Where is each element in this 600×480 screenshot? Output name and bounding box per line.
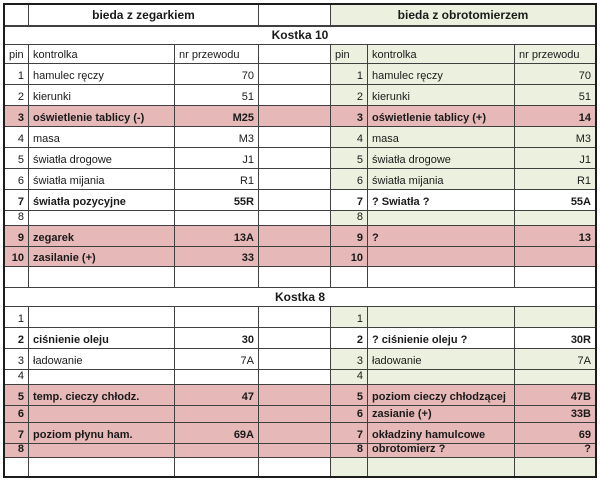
kontrolka-cell[interactable] [29,370,175,385]
pin-cell[interactable]: 1 [5,64,29,85]
nr-przewodu-cell[interactable]: 30R [515,328,595,349]
column-header-nr-przewodu[interactable]: nr przewodu [175,45,259,64]
gap-cell[interactable] [259,307,331,328]
nr-przewodu-cell[interactable] [175,444,259,458]
pin-cell[interactable]: 5 [5,385,29,406]
pin-cell[interactable]: 6 [5,169,29,190]
kontrolka-cell[interactable]: światła mijania [368,169,515,190]
table-row [5,5,595,27]
nr-przewodu-cell[interactable] [515,211,595,226]
nr-przewodu-cell[interactable]: M3 [175,127,259,148]
right-table-title[interactable]: bieda z obrotomierzem [331,5,595,27]
pin-cell[interactable]: 3 [331,349,368,370]
kontrolka-cell[interactable] [368,458,515,476]
pin-cell[interactable] [5,267,29,288]
table-row [5,423,595,444]
pin-cell[interactable]: 7 [331,190,368,211]
nr-przewodu-cell[interactable]: 69 [515,423,595,444]
nr-przewodu-cell[interactable] [175,267,259,288]
gap-cell[interactable] [259,211,331,226]
kontrolka-cell[interactable]: poziom cieczy chłodzącej [368,385,515,406]
kontrolka-cell[interactable] [29,406,175,423]
nr-przewodu-cell[interactable] [515,307,595,328]
kontrolka-cell[interactable] [29,458,175,476]
table-row [5,169,595,190]
nr-przewodu-cell[interactable]: 70 [175,64,259,85]
gap-cell[interactable] [259,247,331,267]
table-row [5,127,595,148]
nr-przewodu-cell[interactable] [515,267,595,288]
pin-cell[interactable]: 3 [331,106,368,127]
wiring-table [3,3,597,478]
pin-cell[interactable]: 4 [331,370,368,385]
kontrolka-cell[interactable] [368,307,515,328]
nr-przewodu-cell[interactable]: 51 [175,85,259,106]
gap-cell[interactable] [259,226,331,247]
pin-cell[interactable]: 5 [331,385,368,406]
nr-przewodu-cell[interactable]: 7A [175,349,259,370]
kontrolka-cell[interactable]: obrotomierz ? [368,444,515,458]
nr-przewodu-cell[interactable]: M25 [175,106,259,127]
table-row [5,148,595,169]
kontrolka-cell[interactable]: ? Swiatła ? [368,190,515,211]
table-row [5,85,595,106]
nr-przewodu-cell[interactable] [515,247,595,267]
kontrolka-cell[interactable]: poziom płynu ham. [29,423,175,444]
gap-cell[interactable] [259,423,331,444]
gap-cell[interactable] [259,328,331,349]
gap-cell[interactable] [259,458,331,476]
pin-cell[interactable]: 8 [331,211,368,226]
nr-przewodu-cell[interactable]: 14 [515,106,595,127]
kontrolka-cell[interactable]: zasilanie (+) [29,247,175,267]
kontrolka-cell[interactable]: kierunki [368,85,515,106]
kontrolka-cell[interactable]: ładowanie [29,349,175,370]
table-row [5,349,595,370]
nr-przewodu-cell[interactable]: J1 [175,148,259,169]
table-row [5,385,595,406]
table-row [5,247,595,267]
nr-przewodu-cell[interactable] [515,458,595,476]
pin-cell[interactable]: 1 [331,307,368,328]
nr-przewodu-cell[interactable]: ? [515,444,595,458]
kontrolka-cell[interactable] [368,370,515,385]
pin-cell[interactable]: 3 [5,106,29,127]
pin-cell[interactable] [331,458,368,476]
nr-przewodu-cell[interactable]: R1 [175,169,259,190]
pin-cell[interactable]: 2 [331,85,368,106]
kontrolka-cell[interactable]: światła pozycyjne [29,190,175,211]
gap-cell[interactable] [259,190,331,211]
table-row [5,288,595,307]
pin-cell[interactable]: 4 [331,127,368,148]
nr-przewodu-cell[interactable]: M3 [515,127,595,148]
gap-cell[interactable] [259,349,331,370]
kontrolka-cell[interactable] [29,444,175,458]
kontrolka-cell[interactable] [368,267,515,288]
pin-cell[interactable]: 4 [5,370,29,385]
pin-cell[interactable]: 9 [5,226,29,247]
kontrolka-cell[interactable]: ? [368,226,515,247]
table-row [5,211,595,226]
pin-cell[interactable]: 9 [331,226,368,247]
pin-cell[interactable]: 1 [5,307,29,328]
pin-cell[interactable]: 10 [5,247,29,267]
nr-przewodu-cell[interactable]: 70 [515,64,595,85]
kontrolka-cell[interactable]: oświetlenie tablicy (-) [29,106,175,127]
nr-przewodu-cell[interactable]: 47B [515,385,595,406]
pin-cell[interactable]: 4 [5,127,29,148]
kontrolka-cell[interactable]: zasianie (+) [368,406,515,423]
table-row [5,406,595,423]
column-header-nr-przewodu[interactable]: nr przewodu [515,45,595,64]
column-header-kontrolka[interactable]: kontrolka [368,45,515,64]
nr-przewodu-cell[interactable] [175,307,259,328]
kontrolka-cell[interactable]: kierunki [29,85,175,106]
table-row [5,64,595,85]
nr-przewodu-cell[interactable]: 13A [175,226,259,247]
table-row [5,45,595,64]
kontrolka-cell[interactable] [29,307,175,328]
gap-cell[interactable] [259,385,331,406]
gap-cell[interactable] [259,85,331,106]
gap-cell[interactable] [259,406,331,423]
table-row [5,444,595,458]
kontrolka-cell[interactable]: hamulec ręczy [368,64,515,85]
nr-przewodu-cell[interactable] [175,370,259,385]
gap-cell[interactable] [259,64,331,85]
kontrolka-cell[interactable]: światła mijania [29,169,175,190]
nr-przewodu-cell[interactable] [515,370,595,385]
kontrolka-cell[interactable]: ciśnienie oleju [29,328,175,349]
pin-cell[interactable]: 8 [5,211,29,226]
nr-przewodu-cell[interactable]: 51 [515,85,595,106]
nr-przewodu-cell[interactable]: 47 [175,385,259,406]
pin-cell[interactable]: 5 [5,148,29,169]
nr-przewodu-cell[interactable]: 7A [515,349,595,370]
pin-cell[interactable]: 2 [331,328,368,349]
kontrolka-cell[interactable]: zegarek [29,226,175,247]
pin-cell[interactable]: 6 [5,406,29,423]
pin-cell[interactable]: 2 [5,85,29,106]
pin-cell[interactable]: 7 [331,423,368,444]
kontrolka-cell[interactable]: temp. cieczy chłodz. [29,385,175,406]
section-title: Kostka 10 [5,27,595,45]
table-row [5,190,595,211]
kontrolka-cell[interactable] [29,267,175,288]
gap-cell[interactable] [259,106,331,127]
pin-cell[interactable]: 7 [5,423,29,444]
spacer-row [5,267,595,288]
spacer-row [5,458,595,476]
nr-przewodu-cell[interactable]: J1 [515,148,595,169]
gap-cell[interactable] [259,148,331,169]
nr-przewodu-cell[interactable] [175,211,259,226]
table-row [5,370,595,385]
kontrolka-cell[interactable]: oświetlenie tablicy (+) [368,106,515,127]
pin-cell[interactable]: 5 [331,148,368,169]
gap-cell[interactable] [259,127,331,148]
nr-przewodu-cell[interactable]: 33B [515,406,595,423]
pin-cell[interactable] [331,267,368,288]
pin-cell[interactable]: 1 [331,64,368,85]
table-row [5,106,595,127]
nr-przewodu-cell[interactable]: 30 [175,328,259,349]
table-row [5,328,595,349]
nr-przewodu-cell[interactable]: 55A [515,190,595,211]
kontrolka-cell[interactable]: masa [29,127,175,148]
pin-cell[interactable]: 6 [331,169,368,190]
pin-cell[interactable]: 3 [5,349,29,370]
pin-cell[interactable]: 8 [331,444,368,458]
gap-cell[interactable] [259,267,331,288]
gap-cell[interactable] [259,45,331,64]
nr-przewodu-cell[interactable]: 13 [515,226,595,247]
nr-przewodu-cell[interactable] [175,406,259,423]
kontrolka-cell[interactable]: okładziny hamulcowe [368,423,515,444]
left-table-title[interactable]: bieda z zegarkiem [29,5,259,27]
kontrolka-cell[interactable] [368,211,515,226]
kontrolka-cell[interactable] [368,247,515,267]
gap-cell[interactable] [259,444,331,458]
kontrolka-cell[interactable] [29,211,175,226]
pin-cell[interactable]: 2 [5,328,29,349]
section-title: Kostka 8 [5,288,595,307]
column-header-pin[interactable]: pin [5,45,29,64]
table-row [5,226,595,247]
gap-cell[interactable] [259,5,331,27]
corner-cell[interactable] [5,5,29,27]
table-row [5,27,595,45]
kontrolka-cell[interactable]: światła drogowe [368,148,515,169]
nr-przewodu-cell[interactable]: 55R [175,190,259,211]
gap-cell[interactable] [259,370,331,385]
nr-przewodu-cell[interactable]: R1 [515,169,595,190]
kontrolka-cell[interactable]: masa [368,127,515,148]
pin-cell[interactable]: 7 [5,190,29,211]
pin-cell[interactable] [5,458,29,476]
nr-przewodu-cell[interactable]: 69A [175,423,259,444]
kontrolka-cell[interactable]: światła drogowe [29,148,175,169]
nr-przewodu-cell[interactable]: 33 [175,247,259,267]
kontrolka-cell[interactable]: hamulec ręczy [29,64,175,85]
pin-cell[interactable]: 10 [331,247,368,267]
kontrolka-cell[interactable]: ? ciśnienie oleju ? [368,328,515,349]
kontrolka-cell[interactable]: ładowanie [368,349,515,370]
table-row [5,307,595,328]
nr-przewodu-cell[interactable] [175,458,259,476]
pin-cell[interactable]: 6 [331,406,368,423]
column-header-pin[interactable]: pin [331,45,368,64]
column-header-kontrolka[interactable]: kontrolka [29,45,175,64]
gap-cell[interactable] [259,169,331,190]
pin-cell[interactable]: 8 [5,444,29,458]
